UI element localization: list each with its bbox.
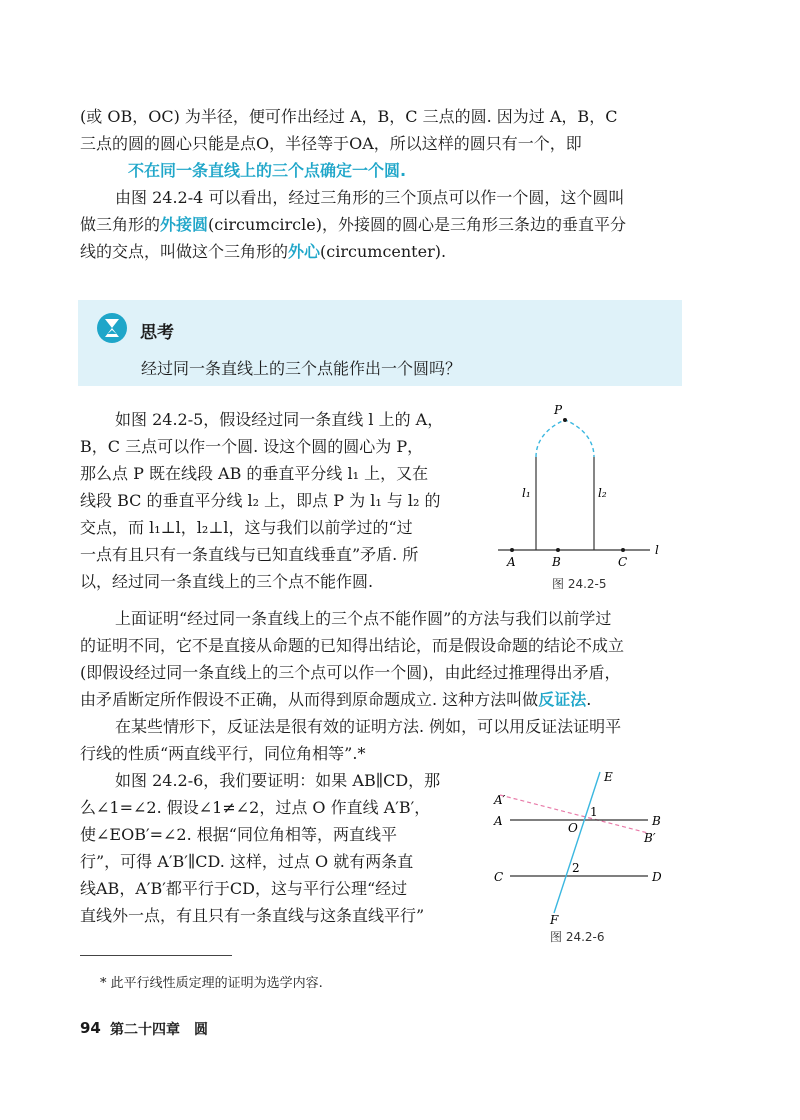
line-ef (554, 772, 600, 913)
label-a-prime: A′ (494, 793, 506, 807)
text-line: 行”，可得 A′B′∥CD. 这样，过点 O 就有两条直 (80, 852, 414, 871)
text-line: 行线的性质“两直线平行，同位角相等”.* (80, 744, 366, 763)
text-line: 线AB，A′B′都平行于CD，这与平行公理“经过 (80, 879, 408, 898)
term-circumcenter: 外心 (288, 242, 321, 261)
figure-caption: 图 24.2-6 (550, 930, 605, 944)
text-line: 以，经过同一条直线上的三个点不能作圆. (80, 572, 374, 591)
label-c: C (618, 555, 628, 569)
term-proof-by-contradiction: 反证法 (538, 690, 587, 709)
figure-24-2-6 (490, 768, 670, 928)
text-line: 直线外一点，有且只有一条直线与这条直线平行” (80, 906, 425, 925)
text-segment: (circumcenter). (320, 242, 447, 261)
think-question: 经过同一条直线上的三个点能作出一个圆吗？ (141, 359, 462, 378)
text-line: (即假设经过同一条直线上的三个点可以作一个圆)，由此经过推理得出矛盾， (80, 663, 621, 682)
chapter-title: 第二十四章 圆 (110, 1022, 208, 1038)
label-b: B (652, 814, 661, 828)
page-number: 94 (80, 1019, 101, 1037)
term-circumcircle: 外接圆 (160, 215, 209, 234)
hourglass-icon (96, 312, 128, 344)
footnote-divider (80, 955, 232, 956)
label-e: E (604, 770, 613, 784)
text-line: 那么点 P 既在线段 AB 的垂直平分线 l₁ 上，又在 (80, 464, 429, 483)
label-b: B (552, 555, 561, 569)
point-b (556, 548, 560, 552)
text-line: 使∠EOB′=∠2. 根据“同位角相等，两直线平 (80, 825, 397, 844)
text-line (80, 215, 626, 235)
text-line: (或 OB，OC) 为半径，便可作出经过 A，B，C 三点的圆. 因为过 A，B，C (80, 107, 618, 126)
text-line: 交点，而 l₁⊥l，l₂⊥l，这与我们以前学过的“过 (80, 518, 413, 537)
label-f: F (550, 913, 559, 927)
text-line: 的证明不同，它不是直接从命题的已知得出结论，而是假设命题的结论不成立 (80, 636, 625, 655)
text-segment: . (586, 690, 592, 709)
dashed-arc (536, 420, 594, 457)
point-a (510, 548, 514, 552)
text-segment: 线的交点，叫做这个三角形的 (80, 242, 289, 261)
text-line: 上面证明“经过同一条直线上的三个点不能作圆”的方法与我们以前学过 (115, 609, 612, 628)
label-a: A (507, 555, 516, 569)
text-line: 三点的圆的圆心只能是点O，半径等于OA，所以这样的圆只有一个，即 (80, 134, 582, 153)
text-segment: (circumcircle)，外接圆的圆心是三角形三条边的垂直平分 (208, 215, 626, 234)
text-line: 么∠1=∠2. 假设∠1≠∠2，过点 O 作直线 A′B′， (80, 798, 431, 817)
figure-caption: 图 24.2-5 (552, 577, 607, 591)
label-b-prime: B′ (644, 831, 656, 845)
label-c: C (494, 870, 504, 884)
text-line (80, 242, 446, 262)
label-angle-2: 2 (572, 861, 580, 875)
text-line: 在某些情形下，反证法是很有效的证明方法. 例如，可以用反证法证明平 (115, 717, 622, 736)
label-p: P (554, 403, 563, 417)
theorem-statement: 不在同一条直线上的三个点确定一个圆. (128, 161, 407, 180)
label-angle-1: 1 (590, 805, 598, 819)
label-o: O (568, 821, 578, 835)
text-segment: 由矛盾断定所作假设不正确，从而得到原命题成立. 这种方法叫做 (80, 690, 539, 709)
point-c (621, 548, 625, 552)
text-line: 如图 24.2-5，假设经过同一条直线 l 上的 A， (115, 410, 444, 429)
label-l2: l₂ (598, 486, 607, 500)
text-line: 线段 BC 的垂直平分线 l₂ 上，即点 P 为 l₁ 与 l₂ 的 (80, 491, 441, 510)
text-line: 如图 24.2-6，我们要证明：如果 AB∥CD，那 (115, 771, 441, 790)
text-line: 由图 24.2-4 可以看出，经过三角形的三个顶点可以作一个圆，这个圆叫 (115, 188, 625, 207)
text-line: B，C 三点可以作一个圆. 设这个圆的圆心为 P， (80, 437, 424, 456)
label-a: A (494, 814, 503, 828)
think-title: 思考 (140, 323, 174, 343)
label-l1: l₁ (522, 486, 531, 500)
label-d: D (652, 870, 662, 884)
text-line: 一点有且只有一条直线与已知直线垂直”矛盾. 所 (80, 545, 419, 564)
point-p (563, 418, 567, 422)
think-box (78, 300, 682, 386)
figure-24-2-5 (490, 400, 670, 575)
text-line (80, 690, 591, 710)
text-segment: 做三角形的 (80, 215, 161, 234)
footnote: * 此平行线性质定理的证明为选学内容. (100, 976, 323, 991)
label-l: l (655, 543, 659, 557)
